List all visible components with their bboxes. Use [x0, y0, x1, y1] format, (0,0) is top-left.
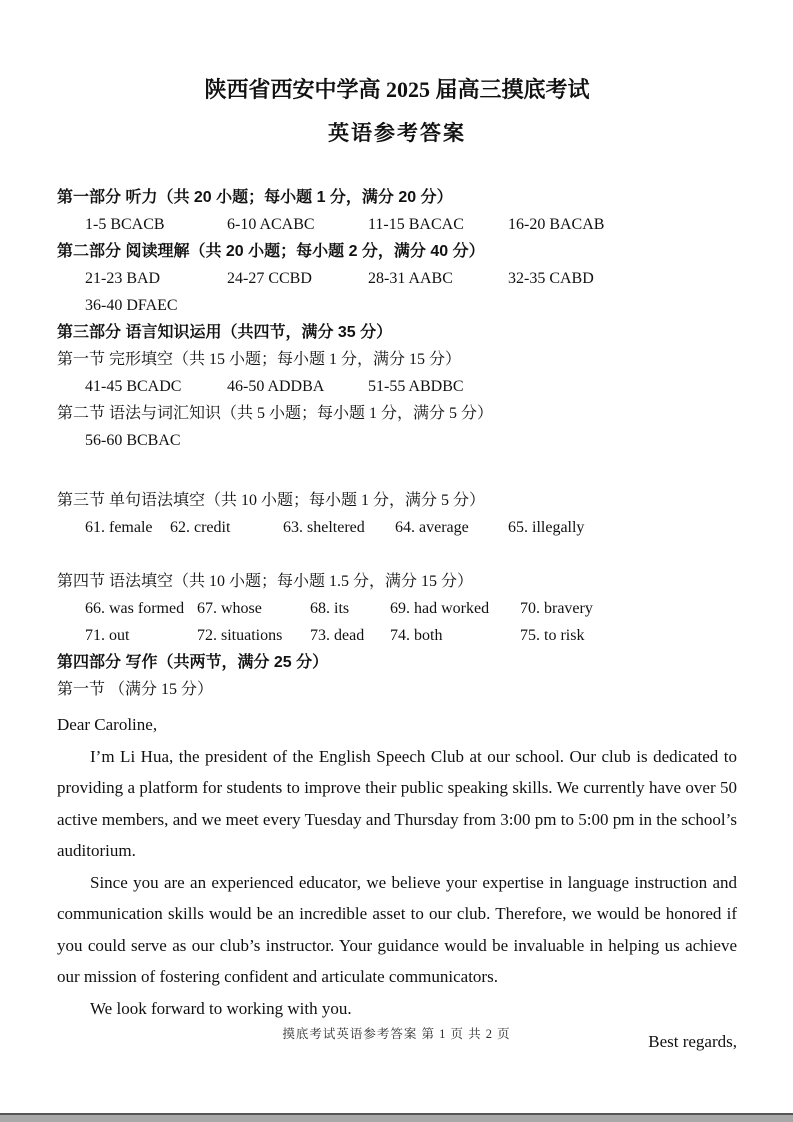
page-footer: 摸底考试英语参考答案 第 1 页 共 2 页 [282, 1027, 511, 1041]
letter-salutation: Dear Caroline, [57, 715, 158, 734]
part3-heading: 第三部分 语言知识运用（共四节，满分 35 分） [57, 324, 393, 341]
answer-row-grammar-vocab [57, 427, 737, 454]
answer-group: 36-40 DFAEC [85, 297, 178, 314]
answer-group: 6-10 ACABC [227, 216, 315, 233]
answer-item: 70. bravery [520, 600, 593, 617]
answer-item: 73. dead [310, 627, 365, 644]
answer-group: 16-20 BACAB [508, 216, 605, 233]
answer-item: 75. to risk [520, 627, 585, 644]
answer-row-listening [57, 211, 737, 238]
answer-item: 67. whose [197, 600, 262, 617]
answer-group: 51-55 ABDBC [368, 378, 464, 395]
answer-group: 41-45 BCADC [85, 378, 182, 395]
answer-row-cloze [57, 373, 737, 400]
answer-key-subtitle: 英语参考答案 [328, 121, 466, 145]
answer-item: 66. was formed [85, 600, 185, 617]
answer-group: 11-15 BACAC [368, 216, 464, 233]
answer-item: 63. sheltered [283, 519, 365, 536]
answer-group: 21-23 BAD [85, 270, 161, 287]
answer-row-grammar-fill-2 [57, 622, 737, 649]
part4-heading: 第四部分 写作（共两节，满分 25 分） [57, 654, 329, 671]
letter-closing: Best regards, [648, 1032, 737, 1051]
answer-row-grammar-fill-1 [57, 595, 737, 622]
part1-heading: 第一部分 听力（共 20 小题；每小题 1 分，满分 20 分） [57, 189, 453, 206]
answer-group: 56-60 BCBAC [85, 432, 181, 449]
answer-item: 72. situations [197, 627, 283, 644]
answer-group: 46-50 ADDBA [227, 378, 325, 395]
answer-key [57, 184, 737, 703]
part4-section1-heading: 第一节 （满分 15 分） [57, 681, 214, 698]
part2-heading: 第二部分 阅读理解（共 20 小题；每小题 2 分，满分 40 分） [57, 243, 485, 260]
letter-paragraph-2: Since you are an experienced educator, we believe your expertise in language instruction and communication skills would be an incredible asset to our club. Therefore, we would be honored if you could serve as our club’s instructor. Your guidance would be invaluable in helping us achieve our mission of fostering confident and articulate communicators. [57, 872, 737, 986]
model-essay [57, 709, 737, 1058]
answer-item: 62. credit [170, 519, 231, 536]
letter-paragraph-1: I’m Li Hua, the president of the English Speech Club at our school. Our club is dedicated to providing a platform for students to improve their public speaking skills. We currently have over 50 active members, and we meet every Tuesday and Thursday from 3:00 pm to 5:00 pm in the school’s auditorium. [57, 746, 737, 860]
answer-item: 71. out [85, 627, 130, 644]
answer-item: 69. had worked [390, 600, 490, 617]
answer-item: 74. both [390, 627, 443, 644]
part3-section2-heading: 第二节 语法与词汇知识（共 5 小题；每小题 1 分，满分 5 分） [57, 405, 494, 422]
answer-row-sentence-fill [57, 514, 737, 541]
answer-row-reading-1 [57, 265, 737, 292]
exam-title: 陕西省西安中学高 2025 届高三摸底考试 [204, 77, 590, 102]
part3-section1-heading: 第一节 完形填空（共 15 小题；每小题 1 分，满分 15 分） [57, 351, 462, 368]
answer-group: 24-27 CCBD [227, 270, 312, 287]
answer-item: 68. its [310, 600, 350, 617]
page-break-divider [0, 1113, 793, 1122]
letter-paragraph-3: We look forward to working with you. [90, 998, 352, 1018]
answer-item: 65. illegally [508, 519, 585, 536]
answer-item: 64. average [395, 519, 469, 536]
answer-group: 1-5 BCACB [85, 216, 165, 233]
answer-row-reading-2 [57, 292, 737, 319]
answer-group: 32-35 CABD [508, 270, 594, 287]
answer-group: 28-31 AABC [368, 270, 453, 287]
part3-section4-heading: 第四节 语法填空（共 10 小题；每小题 1.5 分，满分 15 分） [57, 573, 474, 590]
answer-item: 61. female [85, 519, 153, 536]
part3-section3-heading: 第三节 单句语法填空（共 10 小题；每小题 1 分，满分 5 分） [57, 492, 486, 509]
